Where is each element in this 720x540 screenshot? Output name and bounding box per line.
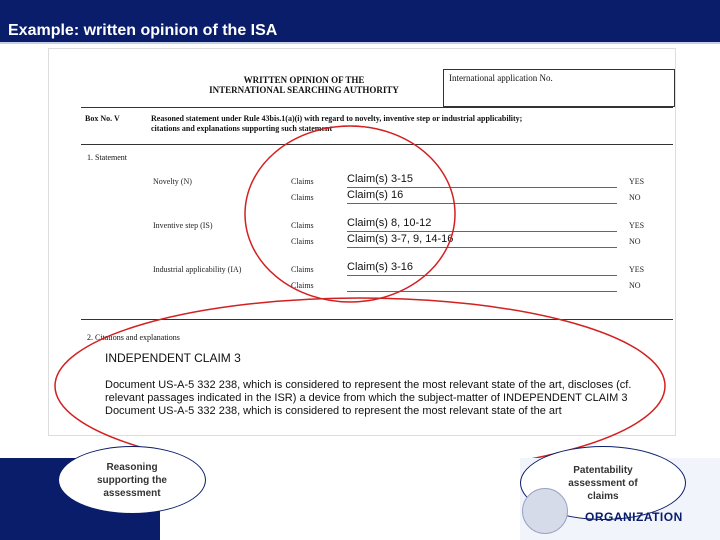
novelty-label: Novelty (N): [153, 177, 192, 186]
claims-label: Claims: [291, 193, 314, 202]
industrial-yes-claims: Claim(s) 3-16: [347, 261, 617, 276]
organization-logo-text: ORGANIZATION: [585, 510, 683, 524]
citations-label: 2. Citations and explanations: [87, 333, 180, 342]
claims-label: Claims: [291, 265, 314, 274]
reasoning-callout: [58, 446, 206, 514]
independent-claim-heading: INDEPENDENT CLAIM 3: [105, 351, 241, 365]
patentability-callout-text: Patentability assessment of claims: [568, 464, 638, 502]
citations-paragraph-2: Document US-A-5 332 238, which is considered to represent the most relevant state of the art: [105, 405, 562, 417]
claims-label: Claims: [291, 177, 314, 186]
claims-label: Claims: [291, 221, 314, 230]
no-label: NO: [629, 193, 641, 202]
inventive-yes-claims: Claim(s) 8, 10-12: [347, 217, 617, 232]
novelty-yes-claims: Claim(s) 3-15: [347, 173, 617, 188]
no-label: NO: [629, 281, 641, 290]
claims-label: Claims: [291, 237, 314, 246]
header-title-line-1: WRITTEN OPINION OF THE: [243, 75, 365, 85]
box-v-label: Box No. V: [85, 114, 120, 123]
industrial-applicability-label: Industrial applicability (IA): [153, 265, 242, 274]
novelty-no-claims: Claim(s) 16: [347, 189, 617, 204]
yes-label: YES: [629, 221, 645, 230]
yes-label: YES: [629, 177, 645, 186]
application-number-label: International application No.: [449, 73, 553, 83]
box-v-text-line-1: Reasoned statement under Rule 43bis.1(a)(i) with regard to novelty, inventive step or industrial applicability;: [151, 114, 523, 123]
citations-paragraph-1: Document US-A-5 332 238, which is considered to represent the most relevant state of the art, discloses (cf. relevant passages indicated in the ISR) a device from which the subject-matter of INDEPENDENT CLAIM 3: [105, 379, 632, 404]
no-label: NO: [629, 237, 641, 246]
statement-label: 1. Statement: [87, 153, 127, 162]
organization-emblem-icon: [522, 488, 568, 534]
header-title-line-2: INTERNATIONAL SEARCHING AUTHORITY: [209, 85, 399, 95]
claims-highlight-ellipse: [245, 126, 455, 302]
claims-label: Claims: [291, 281, 314, 290]
box-v-text-line-2: citations and explanations supporting such statement: [151, 124, 333, 133]
reasoning-callout-text: Reasoning supporting the assessment: [97, 461, 167, 499]
inventive-no-claims: Claim(s) 3-7, 9, 14-16: [347, 233, 617, 248]
inventive-step-label: Inventive step (IS): [153, 221, 213, 230]
yes-label: YES: [629, 265, 645, 274]
slide-title: Example: written opinion of the ISA: [8, 22, 278, 39]
